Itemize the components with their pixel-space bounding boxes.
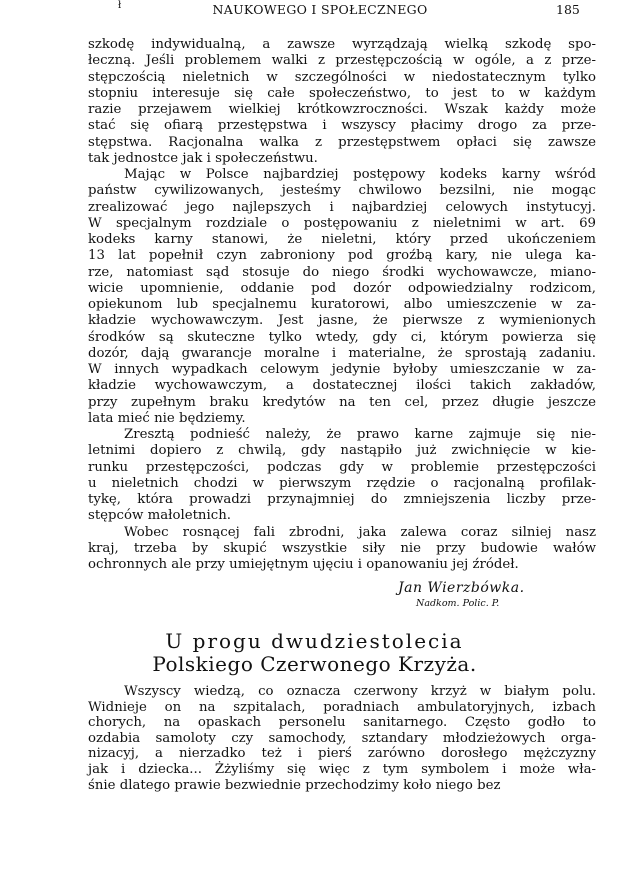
scan-mark: ł bbox=[118, 0, 122, 11]
text-line: stępców małoletnich. bbox=[88, 508, 231, 524]
text-line: kładzie wychowawczym. Jest jasne, że pierwsze z wymienionych bbox=[88, 313, 596, 329]
paragraph bbox=[88, 525, 596, 574]
text-line: letnimi dopiero z chwilą, gdy nastąpiło już zwichnięcie w kie- bbox=[88, 443, 596, 459]
paragraph bbox=[88, 684, 596, 793]
text-line: kraj, trzeba by skupić wszystkie siły nie przy budowie wałów bbox=[88, 540, 596, 556]
text-line: runku przestępczości, podczas gdy w problemie przestępczości bbox=[88, 459, 596, 475]
text-line: środków są skuteczne tylko wtedy, gdy ci, którym powierza się bbox=[88, 329, 596, 345]
text-line: tak jednostce jak i społeczeństwu. bbox=[88, 150, 318, 166]
text-line: dozór, dają gwarancje moralne i materialne, że sprostają zadaniu. bbox=[88, 345, 596, 361]
text-line: kładzie wychowawczym, a dostatecznej ilości takich zakładów, bbox=[88, 378, 596, 394]
text-line: rze, natomiast sąd stosuje do niego środki wychowawcze, miano- bbox=[88, 264, 596, 280]
text-line: lata mieć nie będziemy. bbox=[88, 410, 246, 426]
article-title-line-1: U progu dwudziestolecia bbox=[165, 629, 464, 653]
text-line: stępstwa. Racjonalna walka z przestępstwem opłaci się zawsze bbox=[88, 134, 596, 150]
paragraph bbox=[88, 167, 596, 427]
text-line: przy zupełnym braku kredytów na ten cel, przez długie jeszcze bbox=[88, 394, 596, 410]
text-line: ozdabia samoloty czy samochody, sztandary młodzieżowych orga- bbox=[88, 730, 596, 746]
article-title-line-2: Polskiego Czerwonego Krzyża. bbox=[152, 652, 477, 676]
author-title: Nadkom. Polic. P. bbox=[416, 598, 500, 609]
text-line: tykę, która prowadzi przynajmniej do zmniejszenia liczby prze- bbox=[88, 492, 596, 507]
text-line: u nieletnich chodzi w pierwszym rzędzie o racjonalną profilak- bbox=[88, 475, 596, 491]
text-line: stopniu interesuje się całe społeczeństwo, to jest to w każdym bbox=[88, 85, 596, 101]
text-line: Zresztą podnieść należy, że prawo karne zajmuje się nie- bbox=[124, 427, 596, 442]
author-signature: Jan Wierzbówka. bbox=[398, 580, 525, 596]
text-line: kodeks karny stanowi, że nieletni, który przed ukończeniem bbox=[88, 232, 596, 247]
running-header: NAUKOWEGO I SPOŁECZNEGO bbox=[212, 2, 428, 17]
text-line: państw cywilizowanych, jesteśmy chwilowo bezsilni, nie mogąc bbox=[88, 183, 596, 199]
text-line: opiekunom lub specjalnemu kuratorowi, albo umieszczenie w za- bbox=[88, 297, 596, 312]
text-line: Widnieje on na szpitalach, poradniach ambulatoryjnych, izbach bbox=[88, 699, 596, 715]
text-line: Wszyscy wiedzą, co oznacza czerwony krzyż w białym polu. bbox=[124, 684, 596, 699]
text-line: razie przejawem wielkiej krótkowzroczności. Wszak każdy może bbox=[88, 102, 596, 117]
text-line: nizacyj, a nierzadko też i pierś zarówno dorosłego mężczyzny bbox=[88, 746, 596, 762]
text-line: W specjalnym rozdziale o postępowaniu z nieletnimi w art. 69 bbox=[88, 215, 596, 231]
article-2-body bbox=[88, 684, 596, 793]
text-line: 13 lat popełnił czyn zabroniony pod groźbą kary, nie ulega ka- bbox=[88, 248, 596, 264]
text-line: W innych wypadkach celowym jedynie byłoby umieszczanie w za- bbox=[88, 362, 596, 377]
text-line: chorych, na opaskach personelu sanitarnego. Często godło to bbox=[88, 715, 596, 731]
text-line: zrealizować jego najlepszych i najbardziej celowych instytucyj. bbox=[88, 199, 596, 215]
text-line: śnie dlatego prawie bezwiednie przechodzimy koło niego bez bbox=[88, 777, 501, 793]
text-line: wicie upomnienie, oddanie pod dozór odpowiedzialny rodzicom, bbox=[88, 280, 596, 296]
text-line: Wobec rosnącej fali zbrodni, jaka zalewa coraz silniej nasz bbox=[124, 524, 596, 540]
text-line: jak i dziecka... Żżyliśmy się więc z tym symbolem i może wła- bbox=[88, 761, 596, 777]
text-line: stępczością nieletnich w szczególności w niedostatecznym tylko bbox=[88, 69, 596, 85]
text-line: szkodę indywidualną, a zawsze wyrządzają wielką szkodę spo- bbox=[88, 37, 596, 52]
text-line: łeczną. Jeśli problemem walki z przestępczością w ogóle, a z prze- bbox=[88, 53, 596, 69]
page-number: 185 bbox=[556, 2, 580, 17]
paragraph bbox=[88, 37, 596, 167]
paragraph bbox=[88, 427, 596, 525]
text-line: stać się ofiarą przestępstwa i wszyscy płacimy drogo za prze- bbox=[88, 118, 596, 134]
text-line: ochronnych ale przy umiejętnym ujęciu i opanowaniu jej źródeł. bbox=[88, 557, 519, 572]
text-line: Mając w Polsce najbardziej postępowy kodeks karny wśród bbox=[124, 167, 596, 182]
article-body bbox=[88, 37, 596, 573]
